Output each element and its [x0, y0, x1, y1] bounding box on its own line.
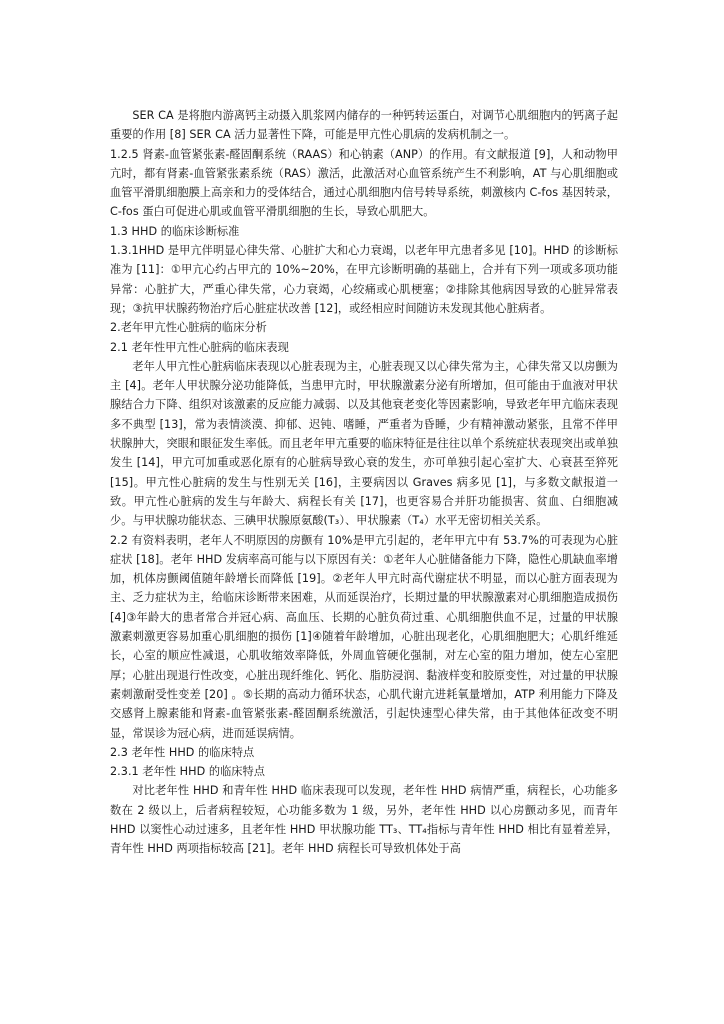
paragraph: 1.3.1HHD 是甲亢伴明显心律失常、心脏扩大和心力衰竭，以老年甲亢患者多见 [10]。HHD 的诊断标准为 [11]：①甲亢心约占甲亢的 10%~20%，在甲亢诊断明确的基础上，合并有下列一项或多项功能异常：心脏扩大，严重心律失常，心力衰竭，心绞痛或心肌梗塞；②排除其他病因导致的心脏异常表现；③抗甲状腺药物治疗后心脏症状改善 [12]，或经相应时间随访未发现其他心脏病者。 [110, 244, 618, 315]
document-body [110, 106, 618, 859]
section-heading: 2.3.1 老年性 HHD 的临床特点 [110, 765, 266, 779]
section-heading: 2.3 老年性 HHD 的临床特点 [110, 745, 255, 759]
section-heading: 1.3 HHD 的临床诊断标准 [110, 224, 240, 238]
section-heading: 2.1 老年性甲亢性心脏病的临床表现 [110, 340, 289, 354]
paragraph: SER CA 是将胞内游离钙主动摄入肌浆网内储存的一种钙转运蛋白，对调节心肌细胞内的钙离子起重要的作用 [8] SER CA 活力显著性下降，可能是甲亢性心肌病的发病机制之一。 [110, 109, 618, 142]
paragraph: 1.2.5 肾素-血管紧张素-醛固酮系统（RAAS）和心钠素（ANP）的作用。有文献报道 [9]，人和动物甲亢时，都有肾素-血管紧张素系统（RAS）激活，此激活对心血管系统产生不利影响，AT 与心肌细胞或血管平滑肌细胞膜上高亲和力的受体结合，通过心肌细胞内信号转导系统，刺激核内 C-fos 基因转录，C-fos 蛋白可促进心肌或血管平滑肌细胞的生长，导致心肌肥大。 [110, 147, 618, 219]
section-heading: 2.老年甲亢性心脏病的临床分析 [110, 321, 267, 335]
paragraph: 老年人甲亢性心脏病临床表现以心脏表现为主，心脏表现又以心律失常为主，心律失常又以房颤为主 [4]。老年人甲状腺分泌功能降低，当患甲亢时，甲状腺激素分泌有所增加，但可能由于血液对甲状腺结合力下降、组织对该激素的反应能力减弱、以及其他衰老变化等因素影响，导致老年甲亢临床表现多不典型 [13]，常为表情淡漠、抑郁、迟钝、嗜睡，严重者为昏睡，少有精神激动紧张，且常不伴甲状腺肿大，突眼和眼征发生率低。而且老年甲亢重要的临床特征是往往以单个系统症状表现突出或单独发生 [14]，甲亢可加重或恶化原有的心脏病导致心衰的发生，亦可单独引起心室扩大、心衰甚至猝死 [15]。甲亢性心脏病的发生与性别无关 [16]，主要病因以 Graves 病多见 [1]，与多数文献报道一致。甲亢性心脏病的发生与年龄大、病程长有关 [17]，也更容易合并肝功能损害、贫血、白细胞减少。与甲状腺功能状态、三碘甲状腺原氨酸(T₃）、甲状腺素（T₄）水平无密切相关关系。 [110, 359, 618, 528]
paragraph: 2.2 有资料表明，老年人不明原因的房颤有 10%是甲亢引起的，老年甲亢中有 53.7%的可表现为心脏症状 [18]。老年 HHD 发病率高可能与以下原因有关：①老年人心脏储备能力下降，隐性心肌缺血率增加，机体房颤阈值随年龄增长而降低 [19]。②老年人甲亢时高代谢症状不明显，而以心脏方面表现为主、乏力症状为主，给临床诊断带来困难，从而延误治疗，长期过量的甲状腺激素对心肌细胞造成损伤 [4]③年龄大的患者常合并冠心病、高血压、长期的心脏负荷过重、心肌细胞供血不足，过量的甲状腺激素刺激更容易加重心肌细胞的损伤 [1]④随着年龄增加，心脏出现老化，心肌细胞肥大；心肌纤维延长，心室的顺应性减退，心肌收缩效率降低，外周血管硬化强制，对左心室的阻力增加，使左心室肥厚；心脏出现退行性改变，心脏出现纤维化、钙化、脂肪浸润、黏液样变和胶原变性，对过量的甲状腺素刺激耐受性变差 [20] 。⑤长期的高动力循环状态，心肌代谢亢进耗氧量增加，ATP 利用能力下降及交感肾上腺素能和肾素-血管紧张素-醛固酮系统激活，引起快速型心律失常，由于其他体征改变不明显，常误诊为冠心病，进而延误病情。 [110, 533, 618, 740]
paragraph: 对比老年性 HHD 和青年性 HHD 临床表现可以发现，老年性 HHD 病情严重，病程长，心功能多数在 2 级以上，后者病程较短，心功能多数为 1 级，另外，老年性 HHD 以心房颤动多见，而青年 HHD 以窦性心动过速多，且老年性 HHD 甲状腺功能 TT₃、TT₄指标与青年性 HHD 相比有显着差异，青年性 HHD 两项指标较高 [21]。老年 HHD 病程长可导致机体处于高 [110, 784, 618, 856]
